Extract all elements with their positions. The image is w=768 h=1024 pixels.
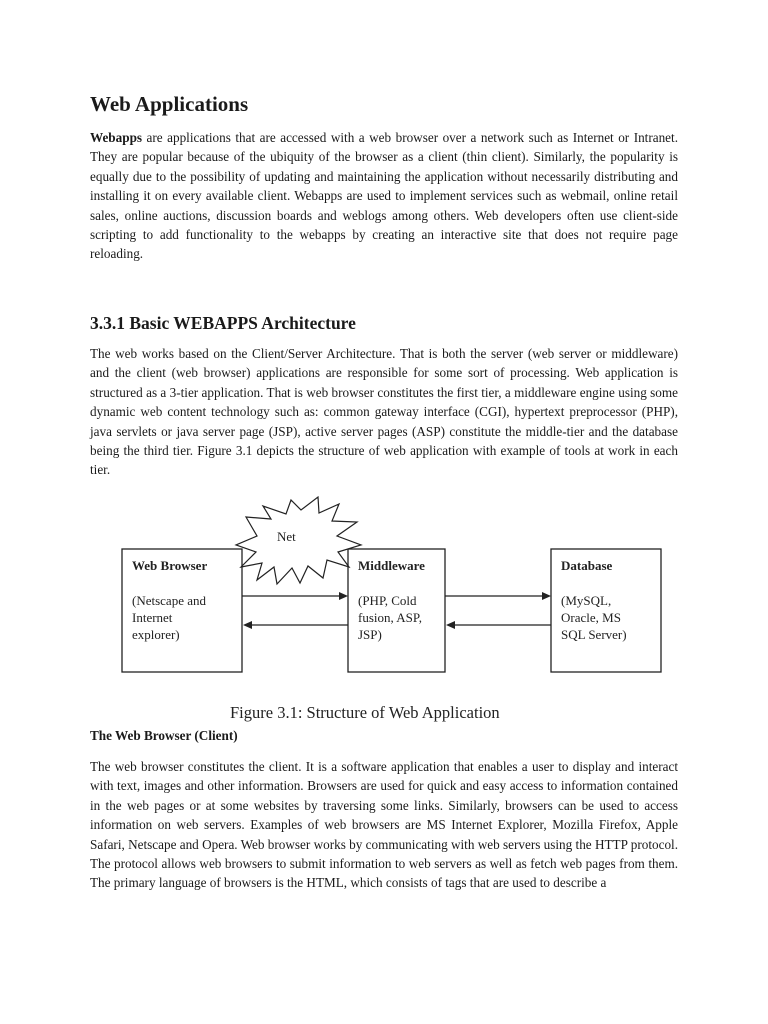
intro-paragraph (90, 128, 678, 264)
web-browser-title: Web Browser (132, 558, 208, 573)
net-cloud-icon (236, 497, 361, 584)
database-title: Database (561, 558, 613, 573)
middleware-title: Middleware (358, 558, 425, 573)
section-heading: 3.3.1 Basic WEBAPPS Architecture (90, 313, 356, 333)
middleware-detail-line: JSP) (358, 627, 382, 642)
arrow-browser-to-middleware (242, 592, 348, 600)
web-browser-detail-line: explorer) (132, 627, 180, 642)
intro-text: are applications that are accessed with a web browser over a network such as Internet or Intranet. They are popular because of the ubiquity of the browser as a client (thin client). Similarly, the popularity is equally due to the possibility of updating and maintaining the application without necessarily distributing and installing it on every available client. Webapps are used to implement services such as webmail, online retail sales, online auctions, discussion boards and weblogs among others. Web developers often use client-side scripting to add functionality to the webapps by creating an interactive site that does not require page reloading. (90, 130, 678, 262)
database-detail-line: SQL Server) (561, 627, 627, 642)
section-paragraph: The web works based on the Client/Server Architecture. That is both the server (web server or middleware) and the client (web browser) applications are responsible for some sort of processing. Web application is structured as a 3-tier application. That is web browser constitutes the first tier, a middleware engine using some dynamic web content technology such as: common gateway interface (CGI), hypertext preprocessor (PHP), java servlets or java server page (JSP), active server pages (ASP) constitute the middle-tier and the database being the third tier. Figure 3.1 depicts the structure of web application with example of tools at work in each tier. (90, 346, 678, 478)
database-detail-line: Oracle, MS (561, 610, 621, 625)
arrow-middleware-to-browser (243, 621, 348, 629)
intro-lead-term: Webapps (90, 130, 143, 145)
arrow-middleware-to-database (445, 592, 551, 600)
middleware-detail-line: fusion, ASP, (358, 610, 422, 625)
net-label: Net (277, 529, 296, 544)
arrow-database-to-middleware (446, 621, 551, 629)
subsection-heading: The Web Browser (Client) (90, 728, 238, 743)
page-title: Web Applications (90, 92, 249, 116)
subsection-paragraph: The web browser constitutes the client. It is a software application that enables a user to display and interact with text, images and other information. Browsers are used for quick and easy access to information contained in the web pages or at some websites by traversing some links. Similarly, browsers can be used to access information on web servers. Examples of web browsers are MS Internet Explorer, Mozilla Firefox, Apple Safari, Netscape and Opera. Web browser works by communicating with web servers using the HTTP protocol. The protocol allows web browsers to submit information to web servers as well as fetch web pages from them. The primary language of browsers is the HTML, which consists of tags that are used to describe a (90, 759, 678, 891)
figure-caption: Figure 3.1: Structure of Web Application (230, 703, 500, 722)
middleware-detail-line: (PHP, Cold (358, 593, 417, 608)
web-browser-detail-line: (Netscape and (132, 593, 206, 608)
web-browser-detail-line: Internet (132, 610, 173, 625)
database-detail-line: (MySQL, (561, 593, 612, 608)
